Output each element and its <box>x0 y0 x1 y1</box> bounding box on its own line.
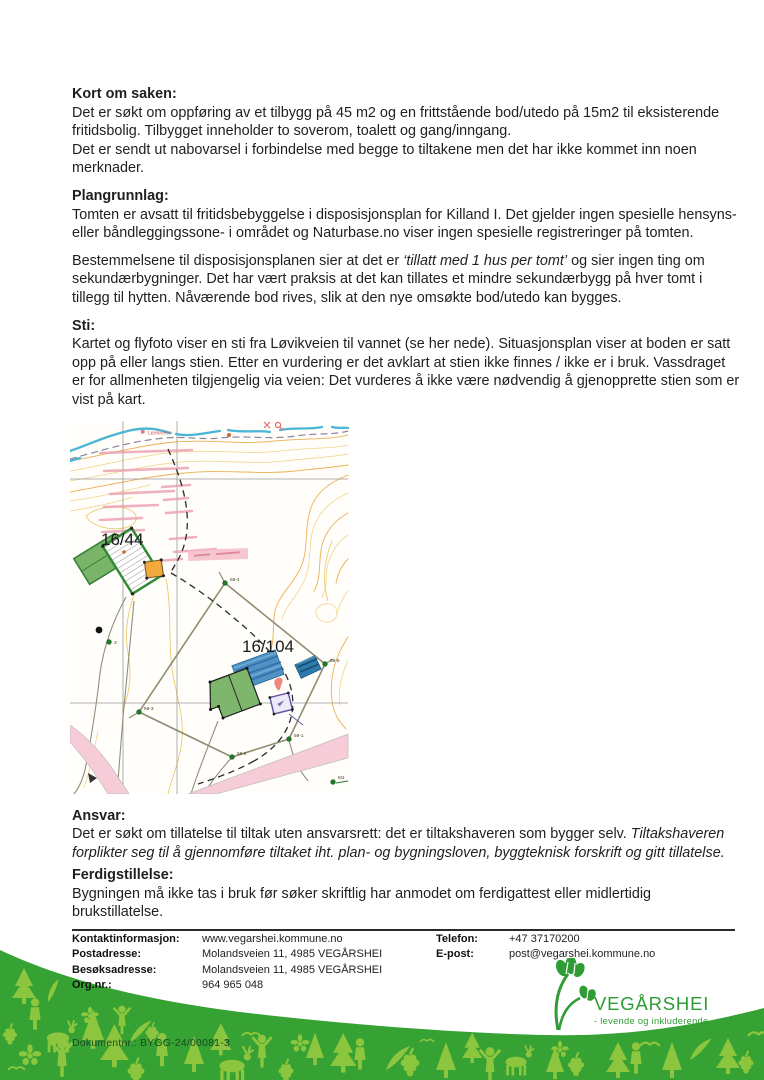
situasjonskart-map <box>70 421 350 794</box>
contact-label: E-post: <box>436 948 474 961</box>
paragraph-line: merknader. <box>72 160 144 177</box>
contact-label: Kontaktinformasjon: <box>72 933 180 945</box>
paragraph-line: sekundærbygninger. Det har vært praksis at det kan tillates et mindre sekundærbygg på hver tomt i <box>72 271 703 288</box>
paragraph-line: Tomten er avsatt til fritidsbebyggelse i disposisjonsplan for Killand I. Det gjelder ingen spesielle hensyns- <box>72 206 737 223</box>
highlight-label-box <box>188 547 248 560</box>
paragraph-line: brukstillatelse. <box>72 904 164 921</box>
section-sti <box>72 317 756 410</box>
paragraph-line: Det er sendt ut nabovarsel i forbindelse med begge to tiltakene men det har ikke kommet inn noen <box>72 141 697 158</box>
paragraph-line <box>72 252 756 271</box>
contact-label: Besøksadresse: <box>72 963 157 976</box>
svg-text:59-4: 59-4 <box>230 577 240 583</box>
footer-contact-block <box>72 932 736 994</box>
svg-text:3: 3 <box>114 640 117 646</box>
paragraph-line: Det er søkt om oppføring av et tilbygg på 45 m2 og en frittstående bod/utedo på 15m2 til eksisterende <box>72 104 720 121</box>
contact-value-postal-address: Molandsveien 11, 4985 VEGÅRSHEI <box>202 948 383 961</box>
section-heading: Ansvar: <box>72 807 126 824</box>
footer-divider <box>72 929 735 931</box>
contact-label: Telefon: <box>436 933 478 945</box>
section-ansvar <box>72 807 756 863</box>
quoted-rule-text: ‘tillatt med 1 hus per tomt’ <box>403 252 568 269</box>
contact-label: Org.nr.: <box>72 979 112 992</box>
paragraph-line: er for allmenheten tilgjengelig via veien: Det vurderes å ikke være nødvendig å gjenopprette stien som er <box>72 373 740 390</box>
black-survey-point <box>96 626 103 633</box>
footer-row <box>72 947 736 962</box>
section-plangrunnlag <box>72 187 756 308</box>
footer-row <box>72 932 736 947</box>
paragraph-line: vist på kart. <box>72 391 146 408</box>
road-point <box>227 433 231 437</box>
section-kort-om-saken <box>72 85 756 178</box>
footer-row <box>72 963 736 978</box>
section-heading: Sti: <box>72 317 96 334</box>
section-heading: Ferdigstillelse: <box>72 867 174 884</box>
text-run: Bestemmelsene til disposisjonsplanen sier at det er <box>72 252 404 269</box>
text-run: og sier ingen ting om <box>567 252 705 269</box>
svg-text:M1: M1 <box>338 775 345 781</box>
parcel-label-16-104: 16/104 <box>242 636 294 656</box>
contact-label: Postadresse: <box>72 948 142 961</box>
italic-run: Tiltakshaveren <box>630 826 725 843</box>
section-heading: Kort om saken: <box>72 86 177 102</box>
paragraph-line: Bygningen må ikke tas i bruk før søker skriftlig har anmodet om ferdigattest eller midlertidig <box>72 885 652 902</box>
paragraph-line: forplikter seg til å gjennomføre tiltaket iht. plan- og bygningsloven, byggteknisk forskrift og gitt tillatelse. <box>72 844 725 861</box>
paragraph-line: eller båndleggingssone- i området og Naturbase.no viser ingen spesielle registreringer på tomten. <box>72 225 694 242</box>
paragraph-line: Kartet og flyfoto viser en sti fra Løvikveien til vannet (se her nede). Situasjonsplan viser at boden er satt <box>72 336 731 353</box>
document-body <box>72 85 756 931</box>
parcel-label-16-44: 16/44 <box>101 529 144 549</box>
paragraph-line: fritidsbolig. Tilbygget inneholder to soverom, toalett og gang/inngang. <box>72 123 512 140</box>
contact-value-website: www.vegarshei.kommune.no <box>202 933 343 945</box>
map-background <box>70 421 350 794</box>
contact-value-email: post@vegarshei.kommune.no <box>509 948 656 961</box>
contact-value-orgnr: 964 965 048 <box>202 979 264 992</box>
section-heading: Plangrunnlag: <box>72 187 169 204</box>
paragraph-line <box>72 825 756 844</box>
paragraph-line: opp på eller langs stien. Etter en vurdering er det avklart at stien ikke finnes / ikke er i bruk. Vassdraget <box>72 354 726 371</box>
svg-text:59-1: 59-1 <box>294 733 304 739</box>
svg-text:Løvikveien: Løvikveien <box>148 430 172 436</box>
logo-name: VEGÅRSHEI <box>594 993 710 1014</box>
svg-text:59-3: 59-3 <box>144 706 154 712</box>
footer-row <box>72 978 736 993</box>
text-run: Det er søkt om tillatelse til tiltak uten ansvarsrett: det er tiltakshaveren som bygger selv. <box>72 826 631 843</box>
document-number: Dokumentnr.: BYGG-24/00081-3 <box>72 1037 230 1049</box>
paragraph-line: tillegg til hytten. Nåværende bod rives, slik at den nye omsøkte bod/utedo kan bygges. <box>72 289 622 306</box>
section-ferdigstillelse <box>72 866 756 922</box>
svg-text:59-2: 59-2 <box>237 751 247 757</box>
contact-value-phone: +47 37170200 <box>509 933 580 945</box>
svg-text:59-5: 59-5 <box>330 658 340 664</box>
small-orange-point <box>122 550 126 554</box>
logo-tagline: - levende og inkluderende <box>594 1016 709 1026</box>
contact-value-visit-address: Molandsveien 11, 4985 VEGÅRSHEI <box>202 963 383 976</box>
